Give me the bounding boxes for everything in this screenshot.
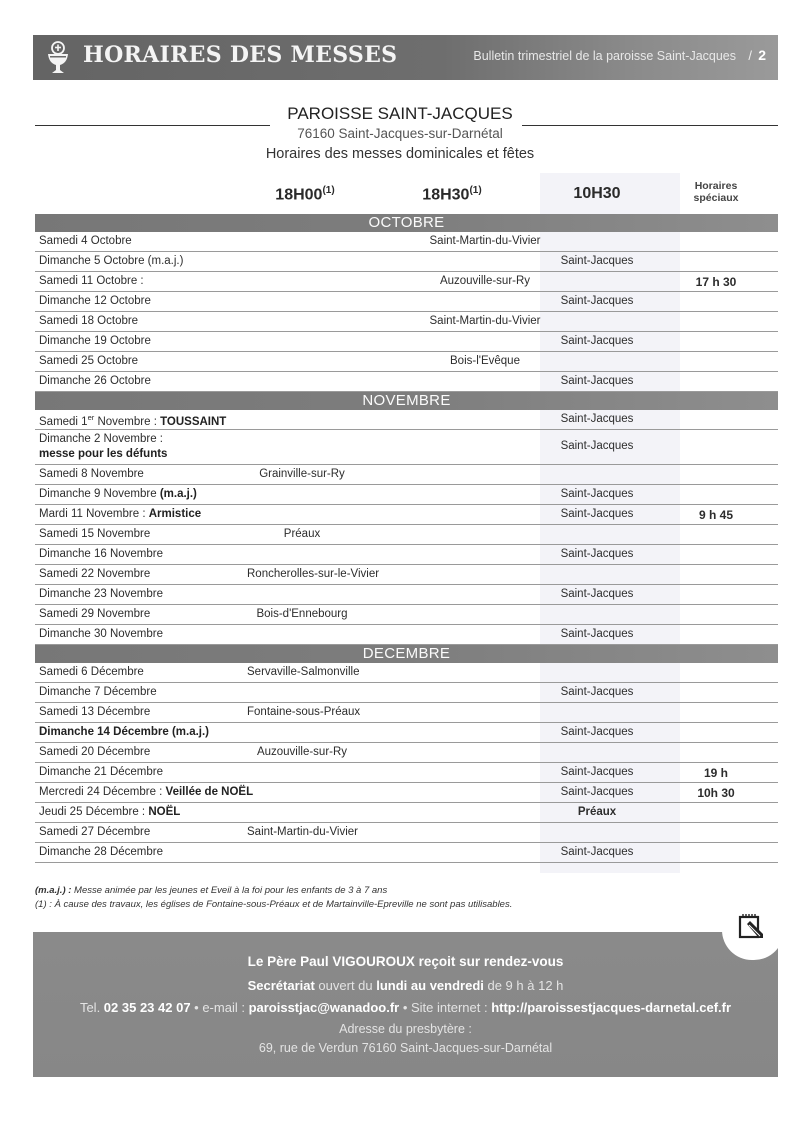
table-row [35, 232, 778, 252]
date-cell [39, 528, 150, 540]
location-10h30: Saint-Jacques [560, 255, 634, 267]
priest-appointment: Le Père Paul VIGOUROUX reçoit sur rendez-vous [247, 954, 564, 969]
date-text: Dimanche 2 Novembre : [39, 433, 163, 445]
date-cell [39, 628, 163, 640]
date-text: Dimanche 9 Novembre [39, 488, 160, 500]
location-18h00: Servaville-Salmonville [247, 666, 360, 678]
header-separator: / [748, 48, 752, 63]
contact-line [33, 1000, 778, 1015]
ordinal-suffix: er [87, 413, 95, 422]
table-row [35, 372, 778, 392]
date-cell [39, 413, 226, 428]
date-cell [39, 746, 150, 758]
location-10h30: Préaux [577, 806, 617, 818]
bulletin-subtitle: Bulletin trimestriel de la paroisse Saint-Jacques [473, 49, 736, 63]
column-label: 18H30 [422, 186, 470, 204]
footnote-marker: (1) [322, 185, 335, 196]
date-cell [39, 488, 197, 500]
table-row [35, 292, 778, 312]
table-row [35, 505, 778, 525]
date-cell [39, 255, 183, 267]
footnote-maj [35, 884, 512, 898]
location-18h00: Grainville-sur-Ry [259, 468, 345, 480]
location-10h30: Saint-Jacques [560, 588, 634, 600]
location-10h30: Saint-Jacques [560, 508, 634, 520]
table-row [35, 465, 778, 485]
location-10h30: Saint-Jacques [560, 440, 634, 452]
table-row [35, 625, 778, 645]
table-row [35, 605, 778, 625]
column-header-special [680, 180, 752, 204]
location-10h30: Saint-Jacques [560, 375, 634, 387]
date-text: Samedi 11 Octobre : [39, 275, 144, 287]
table-row [35, 703, 778, 723]
column-label: 18H00 [275, 186, 323, 204]
table-row [35, 525, 778, 545]
page-header-bar [33, 35, 778, 80]
date-text: Dimanche 7 Décembre [39, 686, 157, 698]
date-text: Samedi 13 Décembre [39, 706, 151, 718]
date-cell [39, 235, 132, 247]
footnote-text: Messe animée par les jeunes et Eveil à la foi pour les enfants de 3 à 7 ans [71, 885, 388, 896]
location-10h30: Saint-Jacques [560, 786, 634, 798]
secretariat-hours [33, 978, 778, 993]
table-row [35, 803, 778, 823]
date-text: Dimanche 19 Octobre [39, 335, 151, 347]
table-row [35, 312, 778, 332]
date-text: Samedi 27 Décembre [39, 826, 151, 838]
feast-name: Veillée de NOËL [165, 786, 254, 798]
site-label: • Site internet : [399, 1000, 492, 1015]
date-cell [39, 468, 144, 480]
location-18h30: Bois-l'Evêque [450, 355, 520, 367]
location-18h00: Préaux [283, 528, 321, 540]
feast-name: NOËL [148, 806, 181, 818]
feast-name: (m.a.j.) [159, 488, 197, 500]
feast-name: Dimanche 14 Décembre (m.a.j.) [39, 726, 210, 738]
location-10h30: Saint-Jacques [560, 726, 634, 738]
table-row [35, 585, 778, 605]
date-text: Samedi 22 Novembre [39, 568, 151, 580]
special-time: 10h 30 [697, 786, 735, 800]
date-text: Dimanche 26 Octobre [39, 375, 151, 387]
date-cell [39, 846, 163, 858]
column-header-18h30 [397, 185, 507, 204]
feast-name: TOUSSAINT [160, 415, 227, 428]
date-cell [39, 706, 150, 718]
location-18h30: Auzouville-sur-Ry [439, 275, 531, 287]
location-10h30: Saint-Jacques [560, 488, 634, 500]
location-10h30: Saint-Jacques [560, 686, 634, 698]
special-time: 19 h [703, 766, 728, 780]
table-row [35, 332, 778, 352]
table-row [35, 352, 778, 372]
location-10h30: Saint-Jacques [560, 628, 634, 640]
location-18h00: Auzouville-sur-Ry [256, 746, 348, 758]
secretariat-label: Secrétariat [247, 978, 315, 993]
date-text: Dimanche 21 Décembre [39, 766, 164, 778]
table-row [35, 430, 778, 465]
date-text: Mercredi 24 Décembre : [39, 786, 166, 798]
table-row [35, 763, 778, 783]
footnote-label: (m.a.j.) : [35, 885, 72, 896]
date-text: Samedi 29 Novembre [39, 608, 151, 620]
date-text-rest: Novembre : [94, 415, 161, 428]
table-row [35, 485, 778, 505]
date-cell [39, 355, 138, 367]
month-header-octobre: OCTOBRE [35, 214, 778, 232]
table-row [35, 252, 778, 272]
feast-name: Armistice [148, 508, 202, 520]
date-text: Dimanche 5 Octobre (m.a.j.) [39, 255, 184, 267]
date-cell [39, 508, 201, 520]
date-text: Samedi 18 Octobre [39, 315, 139, 327]
date-cell [39, 826, 150, 838]
date-cell [39, 666, 144, 678]
footnotes [35, 884, 512, 912]
table-row [35, 272, 778, 292]
table-row [35, 723, 778, 743]
location-10h30: Saint-Jacques [560, 766, 634, 778]
table-row [35, 545, 778, 565]
notepad-pencil-icon [736, 912, 766, 942]
date-cell [39, 432, 167, 462]
column-header-10h30: 10H30 [573, 185, 621, 202]
date-cell [39, 568, 150, 580]
table-row [35, 663, 778, 683]
location-10h30: Saint-Jacques [560, 295, 634, 307]
date-text: Samedi 20 Décembre [39, 746, 151, 758]
presbytery-address: 69, rue de Verdun 76160 Saint-Jacques-sur-Darnétal [258, 1041, 553, 1055]
date-cell [39, 375, 151, 387]
date-cell [39, 766, 163, 778]
table-row [35, 783, 778, 803]
date-cell [39, 275, 144, 287]
date-text: Dimanche 30 Novembre [39, 628, 164, 640]
date-text: Dimanche 28 Décembre [39, 846, 164, 858]
table-row [35, 683, 778, 703]
parish-name: PAROISSE SAINT-JACQUES [287, 104, 513, 123]
location-18h00: Bois-d'Ennebourg [256, 608, 348, 620]
date-text: Jeudi 25 Décembre : [39, 806, 149, 818]
parish-address: 76160 Saint-Jacques-sur-Darnétal [297, 126, 503, 141]
footnote-marker: (1) [469, 185, 482, 196]
location-18h00: Fontaine-sous-Préaux [247, 706, 361, 718]
date-cell [39, 335, 151, 347]
date-cell [39, 806, 180, 818]
date-text: Samedi 25 Octobre [39, 355, 139, 367]
date-text: Samedi 8 Novembre [39, 468, 144, 480]
location-10h30: Saint-Jacques [560, 548, 634, 560]
date-text: Mardi 11 Novembre : [39, 508, 149, 520]
chalice-icon [47, 41, 69, 75]
date-cell [39, 295, 151, 307]
column-label-line2: spéciaux [693, 192, 739, 204]
location-18h30: Saint-Martin-du-Vivier [429, 315, 541, 327]
table-row [35, 410, 778, 430]
email-link[interactable]: paroisstjac@wanadoo.fr [248, 1000, 400, 1015]
secretariat-text: ouvert du [314, 978, 377, 993]
location-10h30: Saint-Jacques [560, 846, 634, 858]
column-header-18h00 [250, 185, 360, 204]
month-header-decembre: DECEMBRE [35, 645, 778, 663]
date-cell [39, 726, 209, 738]
location-18h00: Roncherolles-sur-le-Vivier [247, 568, 380, 580]
month-header-novembre: NOVEMBRE [35, 392, 778, 410]
section-title: HORAIRES DES MESSES [83, 42, 398, 68]
location-10h30: Saint-Jacques [560, 413, 634, 425]
special-time: 9 h 45 [698, 508, 734, 522]
date-text: Samedi 4 Octobre [39, 235, 132, 247]
footnote-1: (1) : À cause des travaux, les églises de Fontaine-sous-Préaux et de Martainville-Epreville ne sont pas utilisables. [35, 899, 513, 910]
location-18h30: Saint-Martin-du-Vivier [429, 235, 541, 247]
date-text: Samedi 1 [39, 415, 88, 428]
date-text: Dimanche 16 Novembre [39, 548, 164, 560]
phone-number[interactable]: 02 35 23 42 07 [103, 1000, 191, 1015]
date-cell [39, 588, 163, 600]
location-18h00: Saint-Martin-du-Vivier [247, 826, 358, 838]
date-text: Samedi 15 Novembre [39, 528, 151, 540]
schedule-subtitle: Horaires des messes dominicales et fêtes [265, 146, 535, 162]
date-text: Dimanche 12 Octobre [39, 295, 151, 307]
website-link[interactable]: http://paroissestjacques-darnetal.cef.fr [491, 1000, 732, 1015]
date-cell [39, 786, 253, 798]
date-text: Dimanche 23 Novembre [39, 588, 164, 600]
column-label-line1: Horaires [694, 180, 738, 192]
secretariat-times: de 9 h à 12 h [483, 978, 564, 993]
table-row [35, 843, 778, 863]
feast-name: messe pour les défunts [39, 448, 168, 460]
presbytery-label: Adresse du presbytère : [339, 1022, 472, 1036]
mass-schedule-table [35, 214, 778, 863]
table-row [35, 823, 778, 843]
date-text: Samedi 6 Décembre [39, 666, 144, 678]
table-row [35, 565, 778, 585]
tel-label: Tel. [79, 1000, 104, 1015]
date-cell [39, 686, 157, 698]
email-label: • e-mail : [190, 1000, 249, 1015]
location-10h30: Saint-Jacques [560, 335, 634, 347]
secretariat-days: lundi au vendredi [376, 978, 484, 993]
date-cell [39, 548, 163, 560]
contact-box [33, 932, 778, 1077]
date-cell [39, 608, 150, 620]
date-cell [39, 315, 138, 327]
page-number: 2 [758, 47, 766, 63]
special-time: 17 h 30 [695, 275, 737, 289]
table-row [35, 743, 778, 763]
